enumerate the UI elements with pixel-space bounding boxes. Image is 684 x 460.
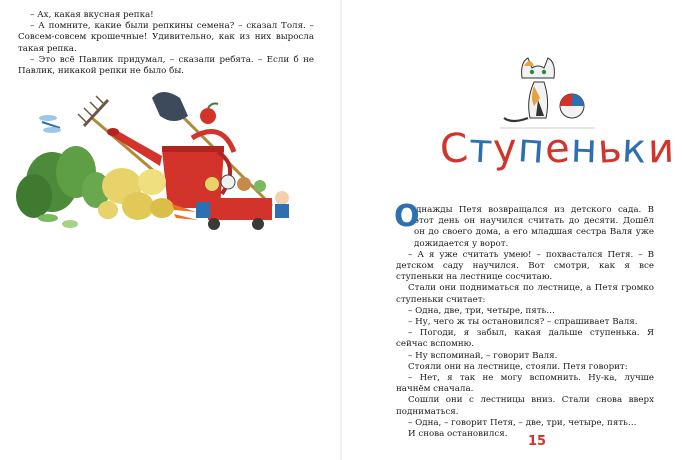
greens-image — [16, 146, 110, 228]
garden-illustration — [12, 86, 308, 238]
title-letter: е — [543, 125, 572, 173]
first-paragraph — [394, 199, 654, 250]
left-page-text — [18, 10, 314, 77]
first-paragraph-text: днажды Петя возвращался из детского сада. В этот день он научился считать до десяти. Дошёл он до своего дома, а его младшая сестра Валя уже дожидается у ворот. — [414, 205, 654, 249]
paragraph: Стояли они на лестнице, стояли. Петя говорит: — [408, 361, 628, 372]
paragraph: – Одна, две, три, четыре, пять… — [408, 305, 555, 316]
title-letter: и — [646, 125, 676, 173]
right-page-text — [394, 199, 654, 440]
page-number: 15 — [527, 434, 547, 449]
ball-image — [560, 94, 584, 118]
title-letter: н — [569, 125, 599, 173]
title-letter: к — [621, 125, 649, 173]
toy-truck-image — [196, 175, 289, 230]
cat-image — [504, 58, 554, 121]
dragonfly-image — [39, 115, 61, 133]
paragraph: – А я уже считать умею! – похвастался Петя. – В детском саду научился. Вот смотри, как я все ступеньки на лестнице сосчитаю. — [396, 249, 654, 283]
paragraph: – Ну, чего ж ты остановился? – спрашивает Валя. — [408, 317, 638, 328]
title-letter: т — [467, 125, 495, 173]
paragraph: Стали они подниматься по лестнице, а Петя громко ступеньки считает: — [396, 283, 654, 305]
title-letter: у — [492, 125, 519, 173]
cat-and-ball-illustration — [500, 48, 595, 134]
title-letter: ь — [596, 125, 624, 173]
drop-cap: О — [394, 199, 420, 234]
title-letter: п — [516, 125, 547, 173]
paragraph: – Ну вспоминай, – говорит Валя. — [408, 350, 558, 361]
left-paragraph-2: – А помните, какие были репкины семена? – сказал Толя. – Совсем-совсем крошечные! Удивительно, как из них выросла такая репка. — [18, 21, 314, 54]
paragraph: – Погоди, я забыл, какая дальше ступенька. Я сейчас вспомню. — [396, 328, 654, 350]
paragraph: И снова остановился. — [408, 429, 508, 440]
apple-image — [200, 108, 216, 124]
paragraph: – Нет, я так не могу вспомнить. Ну-ка, лучше начнём сначала. — [396, 373, 654, 395]
paragraph: Сошли они с лестницы вниз. Стали снова вверх подниматься. — [396, 395, 654, 417]
story-title — [438, 125, 676, 182]
paragraph: – Одна, – говорит Петя, – две, три, четыре, пять… — [408, 417, 637, 428]
turnips-image — [98, 168, 174, 220]
left-paragraph-1: – Ах, какая вкусная репка! — [30, 10, 154, 20]
title-letter: С — [438, 125, 471, 173]
left-paragraph-3: – Это всё Павлик придумал, – сказали ребята. – Если б не Павлик, никакой репки не было бы. — [18, 54, 314, 77]
